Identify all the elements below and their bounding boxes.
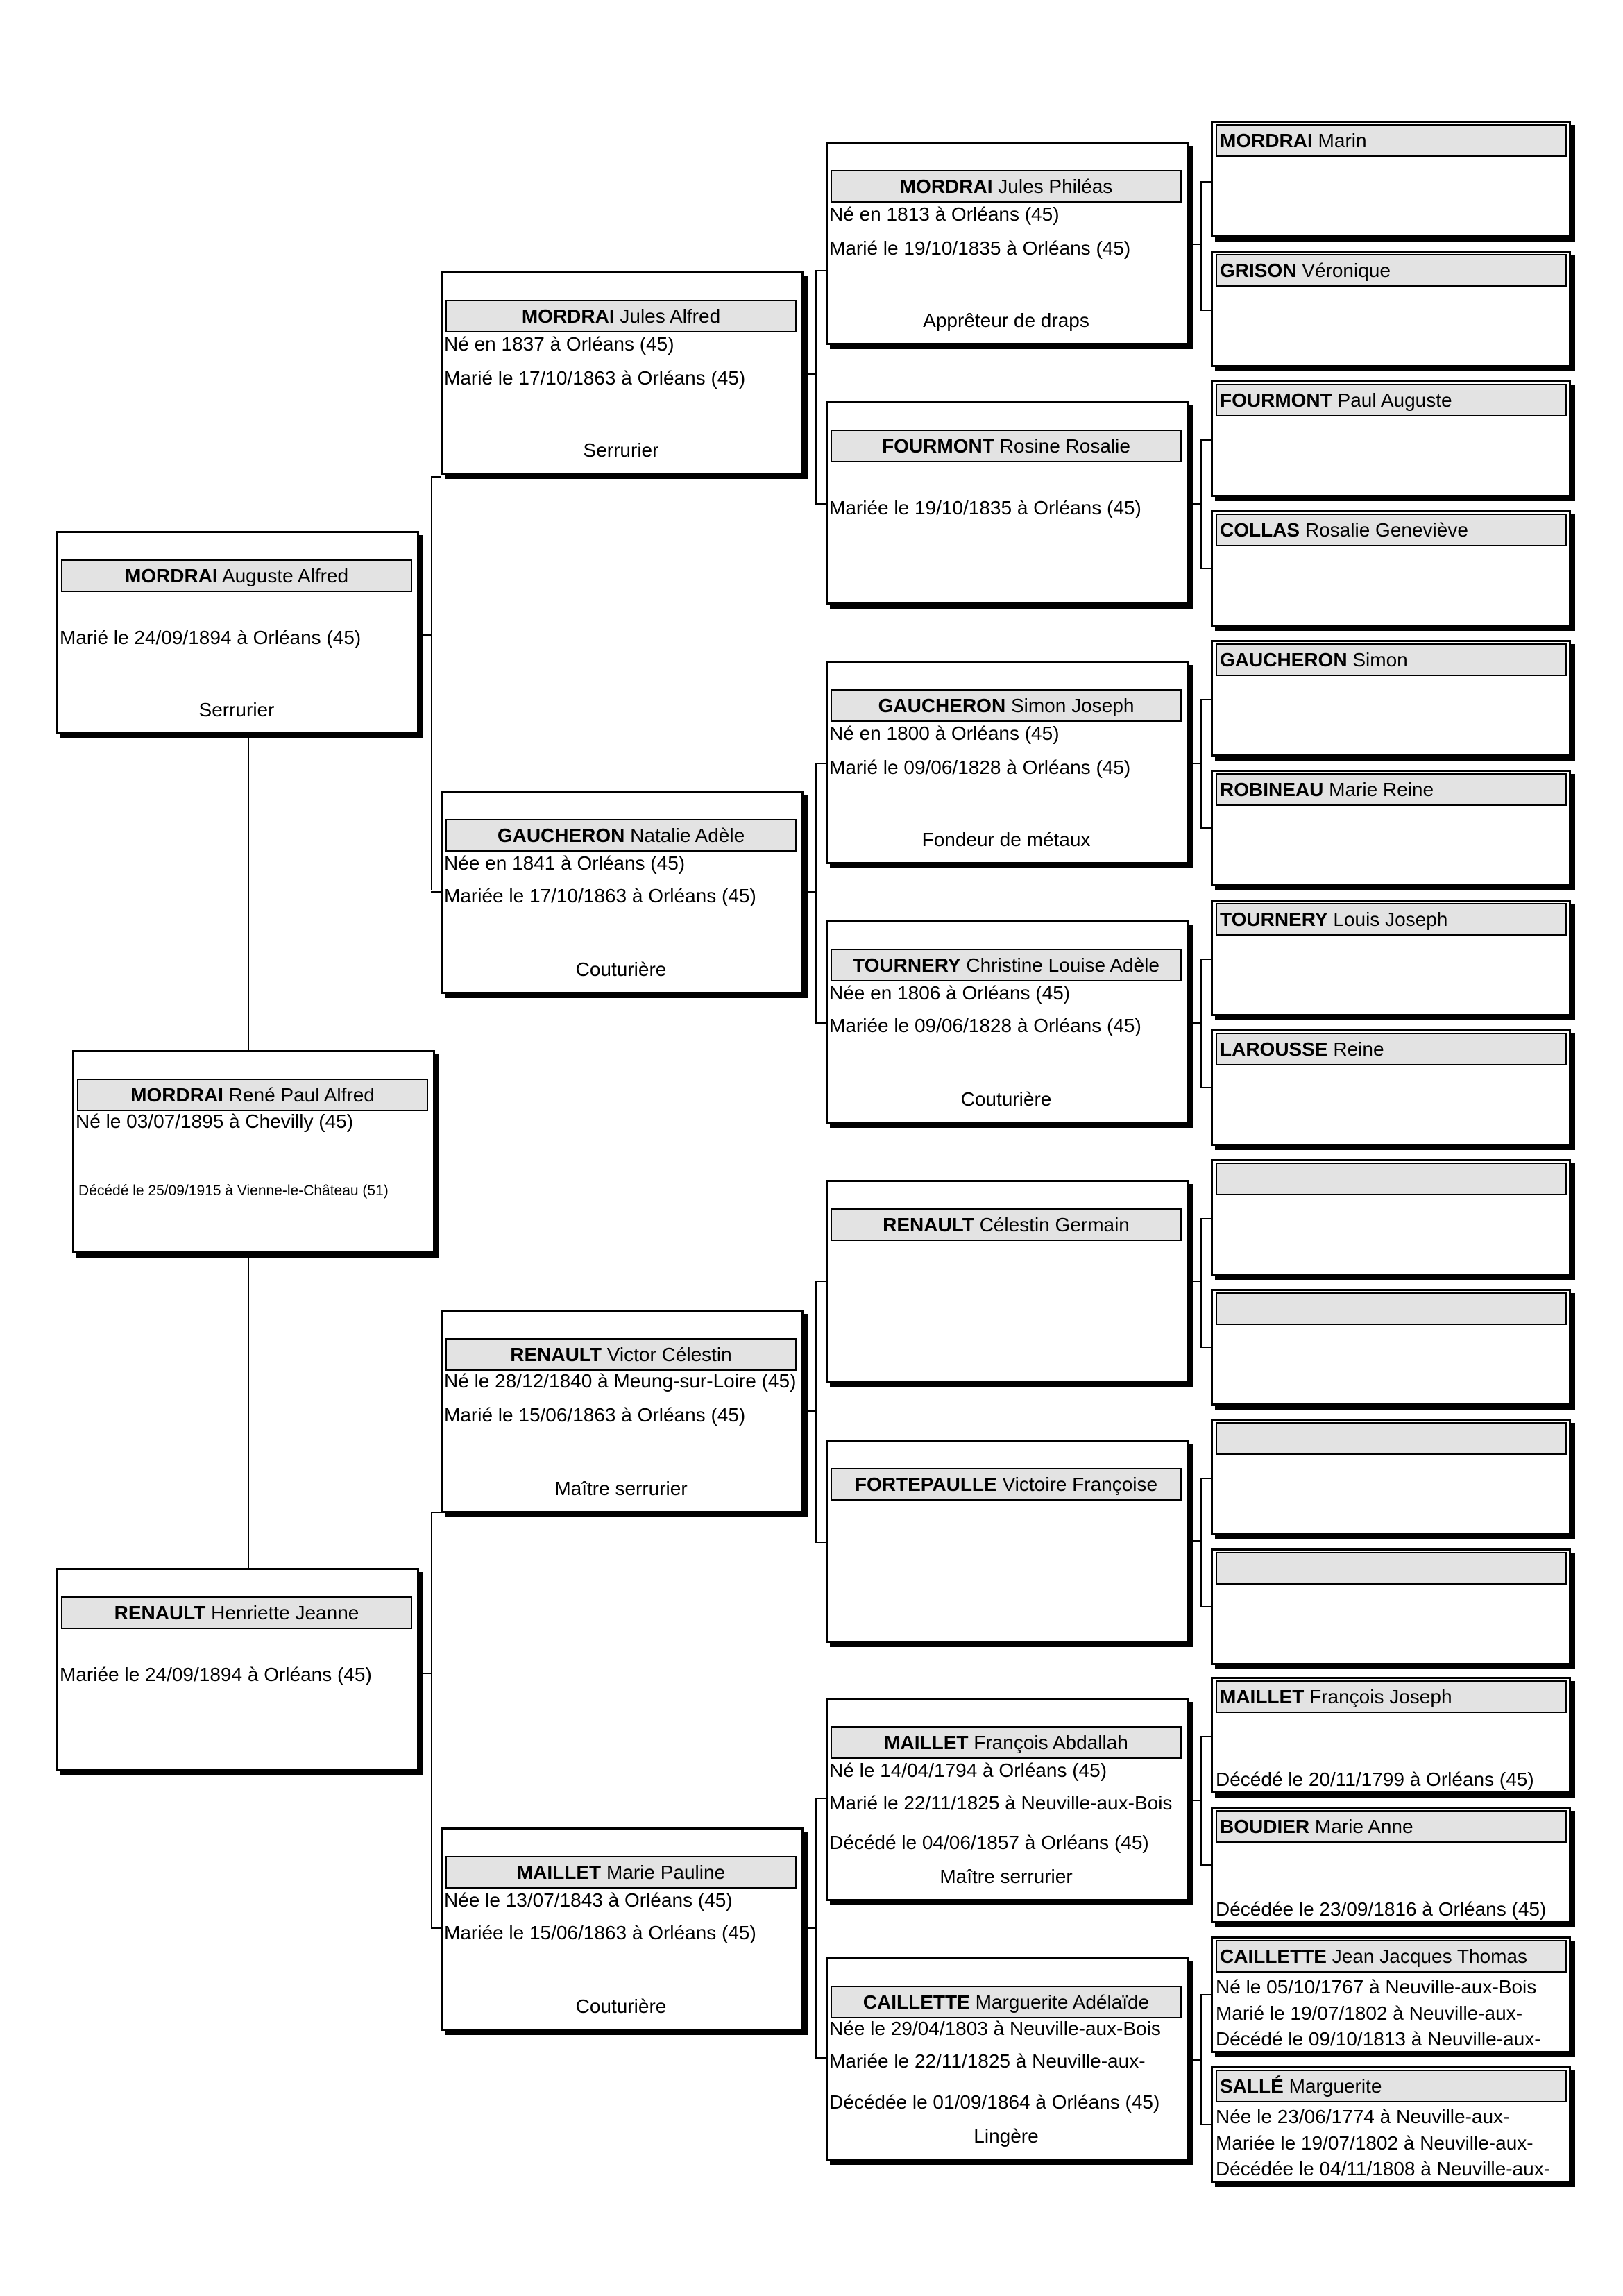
person-box-mordrai[interactable]: [1211, 121, 1571, 237]
person-name-header: [1216, 1163, 1567, 1195]
bracket-to-mother: [815, 1542, 826, 1543]
bracket-to-mother: [431, 1927, 441, 1929]
person-box-gaucheron[interactable]: [441, 791, 804, 994]
bracket-vertical: [1200, 1218, 1202, 1347]
person-event-line: Marié le 22/11/1825 à Neuville-aux-Bois: [829, 1792, 1173, 1814]
person-given-names: Marie Pauline: [606, 1862, 726, 1883]
bracket-vertical: [1200, 1478, 1202, 1606]
person-event-line: Né le 05/10/1767 à Neuville-aux-Bois: [1216, 1976, 1537, 1998]
person-occupation: Couturière: [575, 959, 667, 980]
bracket-stub: [1193, 763, 1200, 764]
person-event-line: Mariée le 17/10/1863 à Orléans (45): [444, 885, 756, 906]
bracket-stub: [1193, 1022, 1200, 1024]
person-box-maillet[interactable]: [441, 1827, 804, 2031]
bracket-vertical: [1200, 181, 1202, 310]
person-surname: MORDRAI: [521, 305, 615, 327]
person-occupation: Fondeur de métaux: [921, 829, 1091, 850]
person-box-sall[interactable]: [1211, 2066, 1571, 2183]
bracket-to-father: [1200, 1218, 1211, 1219]
person-box-grison[interactable]: [1211, 251, 1571, 367]
person-name-header: [1216, 2070, 1567, 2102]
person-event-line: Marié le 17/10/1863 à Orléans (45): [444, 367, 746, 389]
person-event-line: Décédée le 01/09/1864 à Orléans (45): [829, 2091, 1160, 2113]
bracket-to-father: [1200, 1736, 1211, 1737]
bracket-to-father: [815, 1798, 826, 1799]
bracket-to-mother: [1200, 827, 1211, 829]
person-name-header: [1216, 254, 1567, 287]
person-given-names: Rosalie Geneviève: [1305, 519, 1468, 541]
bracket-stub: [423, 1673, 431, 1674]
person-given-names: Henriette Jeanne: [211, 1602, 359, 1623]
person-name-header: [1216, 1033, 1567, 1065]
person-given-names: Louis Joseph: [1333, 909, 1448, 930]
bracket-stub: [808, 373, 816, 375]
person-event-line: Né le 28/12/1840 à Meung-sur-Loire (45): [444, 1370, 797, 1392]
bracket-to-father: [431, 1512, 441, 1513]
bracket-to-father: [815, 270, 826, 271]
person-box-renault[interactable]: [441, 1310, 804, 1513]
person-surname: FOURMONT: [882, 435, 994, 457]
person-surname: MORDRAI: [1220, 130, 1313, 151]
bracket-to-father: [1200, 1994, 1211, 1995]
person-box-empty[interactable]: [1211, 1289, 1571, 1406]
bracket-to-mother: [1200, 568, 1211, 569]
person-given-names: Jean Jacques Thomas: [1332, 1945, 1527, 1967]
person-name-header: [1216, 514, 1567, 546]
person-event-line: Décédée le 23/09/1816 à Orléans (45): [1216, 1898, 1547, 1920]
person-event-line: Marié le 09/06/1828 à Orléans (45): [829, 757, 1131, 778]
person-occupation: Serrurier: [583, 439, 659, 461]
person-box-maillet[interactable]: [826, 1698, 1189, 1901]
person-box-caillette[interactable]: [1211, 1936, 1571, 2053]
person-occupation: Couturière: [575, 1995, 667, 2017]
bracket-to-father: [815, 763, 826, 764]
bracket-vertical: [1200, 1736, 1202, 1864]
person-surname: GRISON: [1220, 260, 1297, 281]
bracket-to-father: [431, 476, 441, 478]
person-event-line: Décédé le 09/10/1813 à Neuville-aux-: [1216, 2028, 1541, 2050]
bracket-to-father: [815, 1281, 826, 1282]
person-surname: CAILLETTE: [863, 1991, 970, 2013]
person-given-names: Véronique: [1302, 260, 1391, 281]
person-given-names: Auguste Alfred: [221, 565, 349, 586]
person-surname: BOUDIER: [1220, 1816, 1310, 1837]
person-surname: MORDRAI: [124, 565, 218, 586]
person-event-line: Née en 1841 à Orléans (45): [444, 852, 686, 874]
person-name-header: [1216, 1292, 1567, 1325]
person-name-header: [831, 1208, 1182, 1241]
person-name-header: [1216, 124, 1567, 157]
person-name-header: [1216, 903, 1567, 936]
person-name-header: [1216, 384, 1567, 416]
person-given-names: Rosine Rosalie: [999, 435, 1130, 457]
person-occupation: Maître serrurier: [940, 1866, 1073, 1887]
person-surname: SALLÉ: [1220, 2075, 1284, 2097]
person-box-robineau[interactable]: [1211, 770, 1571, 886]
person-event-line: Marié le 19/10/1835 à Orléans (45): [829, 237, 1131, 259]
person-event-line: Né en 1800 à Orléans (45): [829, 723, 1060, 744]
person-surname: ROBINEAU: [1220, 779, 1324, 800]
person-name-header: [1216, 1940, 1567, 1973]
person-box-renault[interactable]: [56, 1568, 419, 1771]
person-box-gaucheron[interactable]: [1211, 640, 1571, 757]
person-event-line: Née le 29/04/1803 à Neuville-aux-Bois: [829, 2018, 1161, 2039]
person-surname: GAUCHERON: [878, 695, 1006, 716]
person-surname: RENAULT: [114, 1602, 206, 1623]
person-name-header: [831, 1986, 1182, 2018]
person-name-header: [831, 949, 1182, 981]
person-name-header: [1216, 1552, 1567, 1585]
person-box-fortepaulle[interactable]: [826, 1440, 1189, 1643]
person-event-line: Décédé le 04/06/1857 à Orléans (45): [829, 1832, 1149, 1853]
person-event-line: Né le 14/04/1794 à Orléans (45): [829, 1759, 1107, 1781]
person-given-names: Natalie Adèle: [630, 825, 745, 846]
person-name-header: [1216, 1422, 1567, 1455]
bracket-vertical: [1200, 1994, 1202, 2124]
trunk-line: [248, 738, 249, 1051]
bracket-to-father: [1200, 181, 1211, 183]
person-name-header: [445, 300, 797, 332]
bracket-stub: [1193, 1281, 1200, 1282]
person-given-names: François Joseph: [1309, 1686, 1452, 1707]
bracket-stub: [1193, 1800, 1200, 1801]
person-box-gaucheron[interactable]: [826, 661, 1189, 864]
bracket-stub: [1193, 1540, 1200, 1542]
person-given-names: Paul Auguste: [1337, 389, 1452, 411]
person-name-header: [77, 1079, 428, 1111]
person-name-header: [831, 1468, 1182, 1501]
person-given-names: Reine: [1333, 1038, 1384, 1060]
bracket-stub: [1193, 503, 1200, 505]
person-name-header: [831, 1726, 1182, 1759]
person-given-names: Victor Célestin: [606, 1344, 732, 1365]
bracket-to-mother: [431, 891, 441, 893]
person-name-header: [61, 1596, 412, 1629]
person-occupation: Apprêteur de draps: [923, 310, 1089, 331]
person-name-header: [445, 1338, 797, 1371]
trunk-line: [248, 1257, 249, 1568]
person-box-empty[interactable]: [1211, 1548, 1571, 1665]
bracket-vertical: [1200, 699, 1202, 827]
bracket-stub: [808, 1410, 816, 1412]
person-event-line: Décédée le 04/11/1808 à Neuville-aux-: [1216, 2158, 1551, 2179]
person-surname: GAUCHERON: [1220, 649, 1348, 670]
person-occupation: Lingère: [974, 2125, 1039, 2147]
bracket-stub: [1193, 244, 1200, 245]
person-given-names: Jules Alfred: [620, 305, 721, 327]
person-box-larousse[interactable]: [1211, 1029, 1571, 1146]
person-event-line: Marié le 15/06/1863 à Orléans (45): [444, 1404, 746, 1426]
person-box-mordrai[interactable]: [441, 271, 804, 475]
person-event-line: Mariée le 15/06/1863 à Orléans (45): [444, 1922, 756, 1943]
bracket-to-mother: [1200, 2124, 1211, 2125]
person-box-tournery[interactable]: [826, 920, 1189, 1124]
bracket-to-mother: [815, 2057, 826, 2059]
person-surname: FORTEPAULLE: [854, 1474, 997, 1495]
person-surname: RENAULT: [510, 1344, 602, 1365]
bracket-to-mother: [1200, 310, 1211, 311]
person-event-line: Né en 1837 à Orléans (45): [444, 333, 674, 355]
person-event-line: Né le 03/07/1895 à Chevilly (45): [76, 1111, 354, 1132]
bracket-vertical: [1200, 439, 1202, 568]
person-box-caillette[interactable]: [826, 1957, 1189, 2161]
bracket-to-father: [1200, 959, 1211, 960]
person-box-boudier[interactable]: [1211, 1807, 1571, 1923]
person-event-line: Mariée le 22/11/1825 à Neuville-aux-: [829, 2050, 1146, 2072]
person-surname: MORDRAI: [899, 176, 993, 197]
bracket-stub: [808, 891, 816, 893]
person-box-mordrai[interactable]: [826, 142, 1189, 345]
person-event-line: Mariée le 24/09/1894 à Orléans (45): [60, 1664, 372, 1685]
person-surname: MAILLET: [516, 1862, 602, 1883]
person-name-header: [1216, 773, 1567, 806]
person-box-tournery[interactable]: [1211, 900, 1571, 1016]
person-occupation: Maître serrurier: [554, 1478, 688, 1499]
person-event-line: Marié le 24/09/1894 à Orléans (45): [60, 627, 362, 648]
person-event-line: Née le 13/07/1843 à Orléans (45): [444, 1889, 733, 1911]
person-name-header: [445, 819, 797, 852]
person-surname: CAILLETTE: [1220, 1945, 1327, 1967]
bracket-vertical: [431, 476, 432, 890]
person-given-names: Christine Louise Adèle: [966, 954, 1159, 976]
person-name-header: [61, 559, 412, 592]
bracket-to-mother: [815, 1022, 826, 1024]
person-name-header: [831, 430, 1182, 462]
bracket-vertical: [1200, 959, 1202, 1087]
bracket-stub: [1193, 2059, 1200, 2061]
person-event-line: Né en 1813 à Orléans (45): [829, 203, 1060, 225]
person-given-names: Marie Reine: [1329, 779, 1434, 800]
bracket-vertical: [431, 1512, 432, 1927]
person-surname: MORDRAI: [130, 1084, 223, 1106]
person-event-line: Mariée le 09/06/1828 à Orléans (45): [829, 1015, 1141, 1036]
person-event-line: Mariée le 19/10/1835 à Orléans (45): [829, 497, 1141, 518]
person-box-empty[interactable]: [1211, 1419, 1571, 1535]
bracket-to-mother: [1200, 1347, 1211, 1348]
person-box-fourmont[interactable]: [826, 401, 1189, 605]
person-box-collas[interactable]: [1211, 510, 1571, 627]
person-surname: FOURMONT: [1220, 389, 1332, 411]
person-given-names: Marin: [1318, 130, 1367, 151]
person-given-names: Marguerite: [1289, 2075, 1382, 2097]
person-surname: MAILLET: [884, 1732, 969, 1753]
person-surname: TOURNERY: [1220, 909, 1328, 930]
person-given-names: Simon: [1352, 649, 1408, 670]
bracket-to-father: [1200, 699, 1211, 700]
person-occupation: Serrurier: [198, 699, 275, 720]
person-surname: COLLAS: [1220, 519, 1300, 541]
bracket-to-mother: [1200, 1864, 1211, 1866]
person-given-names: Marie Anne: [1314, 1816, 1413, 1837]
person-occupation: Couturière: [960, 1088, 1052, 1110]
person-given-names: Célestin Germain: [979, 1214, 1130, 1235]
person-name-header: [1216, 1680, 1567, 1713]
person-box-empty[interactable]: [1211, 1159, 1571, 1276]
person-box-mordrai[interactable]: [56, 531, 419, 734]
bracket-to-mother: [815, 503, 826, 505]
person-surname: RENAULT: [883, 1214, 974, 1235]
person-box-renault[interactable]: [826, 1180, 1189, 1383]
bracket-to-father: [1200, 1478, 1211, 1479]
person-surname: LAROUSSE: [1220, 1038, 1328, 1060]
bracket-to-mother: [1200, 1087, 1211, 1088]
person-surname: TOURNERY: [853, 954, 961, 976]
bracket-to-father: [1200, 439, 1211, 441]
person-given-names: Jules Philéas: [998, 176, 1113, 197]
person-given-names: François Abdallah: [974, 1732, 1128, 1753]
bracket-vertical: [815, 270, 817, 503]
bracket-stub: [423, 634, 431, 636]
person-name-header: [831, 689, 1182, 722]
person-name-header: [445, 1856, 797, 1889]
person-given-names: Simon Joseph: [1010, 695, 1135, 716]
person-box-mordrai[interactable]: [72, 1050, 435, 1253]
person-event-line: Marié le 19/07/1802 à Neuville-aux-: [1216, 2002, 1523, 2024]
person-event-line: Mariée le 19/07/1802 à Neuville-aux-: [1216, 2132, 1533, 2154]
person-given-names: René Paul Alfred: [228, 1084, 375, 1106]
person-event-line: Décédé le 25/09/1915 à Vienne-le-Château (51): [78, 1183, 389, 1199]
person-given-names: Marguerite Adélaïde: [975, 1991, 1150, 2013]
person-box-fourmont[interactable]: [1211, 380, 1571, 497]
person-name-header: [1216, 643, 1567, 676]
person-surname: GAUCHERON: [497, 825, 625, 846]
bracket-to-mother: [1200, 1606, 1211, 1607]
person-event-line: Décédé le 20/11/1799 à Orléans (45): [1216, 1769, 1534, 1790]
bracket-vertical: [815, 763, 817, 1022]
person-box-maillet[interactable]: [1211, 1677, 1571, 1793]
person-event-line: Née le 23/06/1774 à Neuville-aux-: [1216, 2106, 1510, 2127]
person-surname: MAILLET: [1220, 1686, 1305, 1707]
person-event-line: Née en 1806 à Orléans (45): [829, 982, 1071, 1004]
person-name-header: [831, 170, 1182, 203]
person-given-names: Victoire Françoise: [1002, 1474, 1158, 1495]
person-name-header: [1216, 1810, 1567, 1843]
bracket-stub: [808, 1927, 816, 1929]
